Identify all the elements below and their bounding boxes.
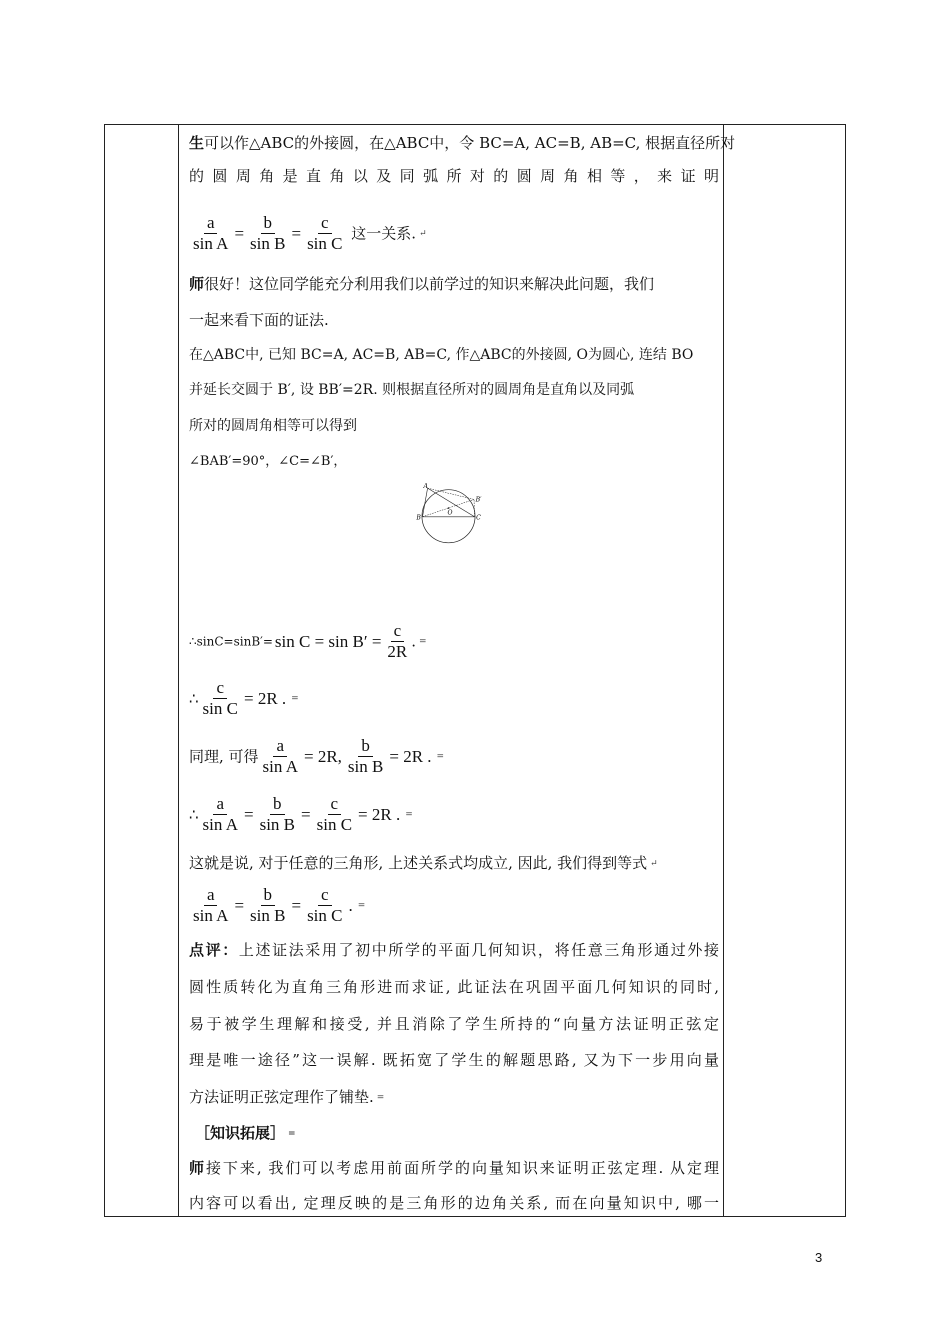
step-all-equal: ∴ $\frac{a}{\text{sin A}}$ = $\frac{b}{\text{sin B}}$ = $\frac{c}{\text{sin C}}$ = 2R . = — [189, 794, 413, 834]
label-B: B — [416, 514, 421, 522]
angle-relations: ∠BAB′=90°，∠C=∠B′， — [189, 454, 347, 469]
comment-line-1 — [189, 940, 719, 960]
student-answer-line2: 的圆周角是直角以及同弧所对的圆周角相等，来证明 — [189, 167, 719, 185]
eq2-den-a: sin A — [193, 906, 229, 925]
step3-mid: = 2R, — [303, 746, 342, 766]
eq1-den-c: sin C — [307, 234, 343, 253]
teacher-line-1b: 一起来看下面的证法. — [189, 311, 329, 329]
proof-line-3: 所对的圆周角相等可以得到 — [189, 418, 357, 434]
teacher-text-2: 接下来, 我们可以考虑用前面所学的向量知识来证明正弦定理. 从定理 — [205, 1159, 719, 1177]
proof-line-2: 并延长交圆于 B′, 设 BB′=2R. 则根据直径所对的圆周角是直角以及同弧 — [189, 382, 635, 398]
label-B-prime: B′ — [475, 496, 482, 504]
speaker-teacher: 师 — [189, 1159, 206, 1177]
eq-mark: = — [288, 1129, 296, 1139]
eq2-num-b: b — [261, 885, 276, 906]
step4-prefix: ∴ — [189, 805, 199, 824]
step1-num: c — [391, 621, 405, 642]
step1-den: 2R — [387, 642, 408, 661]
comment-line-4: 理是唯一途径”这一误解. 既拓宽了学生的解题思路, 又为下一步用向量 — [189, 1051, 719, 1069]
eq2-den-b: sin B — [250, 906, 286, 925]
comment-line-5 — [189, 1087, 384, 1108]
step-similarly — [189, 736, 444, 777]
step4-den-b: sin B — [259, 815, 296, 834]
step1-prefix: ∴sinC=sinB′= — [189, 634, 273, 649]
teacher-line-2b: 内容可以看出, 定理反映的是三角形的边角关系, 而在向量知识中, 哪一 — [189, 1194, 719, 1212]
eq1-den-b: sin B — [250, 234, 286, 253]
eq-mark: = — [291, 693, 299, 704]
lesson-table — [104, 124, 846, 1217]
eq2-den-c: sin C — [307, 906, 343, 925]
student-answer-line — [189, 133, 735, 153]
column-divider-left — [178, 125, 179, 1216]
conclusion-text: 这就是说, 对于任意的三角形, 上述关系式均成立, 因此, 我们得到等式 — [189, 854, 648, 872]
side-AB — [422, 488, 427, 517]
comment-text-5: 方法证明正弦定理作了铺垫. — [189, 1088, 374, 1106]
page-number: 3 — [815, 1250, 823, 1265]
step3-den-b: sin B — [347, 757, 384, 776]
section-title: ［知识拓展］ — [195, 1124, 286, 1142]
step3-num-b: b — [358, 736, 373, 757]
eq2-num-c: c — [318, 885, 332, 906]
eq1-caption: 这一关系. — [351, 224, 417, 243]
eq-mark: = — [357, 900, 366, 911]
student-answer-text: 可以作△ABC的外接圆，在△ABC中，令 BC=A, AC=B, AB=C, 根据直径所对 — [204, 134, 736, 152]
sine-law-equation-2: $\frac{a}{\text{sin A}}$ = $\frac{b}{\text{sin B}}$ = $\frac{c}{\text{sin C}}$ . = — [189, 885, 365, 926]
column-divider-right — [723, 125, 724, 1216]
label-C: C — [476, 514, 481, 522]
step-sinC — [189, 621, 427, 662]
eq-mark: = — [419, 636, 427, 647]
eq1-num-a: a — [204, 213, 218, 234]
comment-text-1: 上述证法采用了初中所学的平面几何知识，将任意三角形通过外接 — [238, 941, 719, 959]
step3-end: = 2R . — [389, 746, 432, 766]
step4-num-b: b — [270, 794, 285, 815]
comment-line-3: 易于被学生理解和接受, 并且消除了学生所持的“向量方法证明正弦定 — [189, 1015, 719, 1033]
teacher-text-1: 很好！这位同学能充分利用我们以前学过的知识来解决此问题，我们 — [204, 275, 655, 293]
step2-end: = 2R . — [243, 688, 287, 708]
eq1-den-a: sin A — [193, 234, 229, 253]
step1-mid: sin C = sin B′ = — [274, 631, 382, 651]
step4-end: = 2R . — [358, 804, 401, 824]
eq2-end: . — [348, 895, 353, 915]
teacher-line-2 — [189, 1158, 719, 1178]
conclusion-line — [189, 853, 658, 874]
step4-num-c: c — [328, 794, 342, 815]
eq1-num-b: b — [261, 213, 276, 234]
step2-num: c — [213, 678, 227, 699]
eq-mark: = — [405, 809, 413, 820]
step1-end: . — [411, 632, 417, 651]
comment-label: 点评： — [189, 941, 239, 959]
eq1-num-c: c — [318, 213, 332, 234]
step3-prefix: 同理, 可得 — [189, 747, 259, 766]
step4-den-a: sin A — [202, 815, 238, 834]
para-mark: ↵ — [650, 859, 658, 869]
step3-den-a: sin A — [262, 757, 298, 776]
step2-den: sin C — [202, 699, 238, 718]
step4-num-a: a — [213, 794, 227, 815]
sine-law-equation-1: $\frac{a}{\text{sin A}}$ = $\frac{b}{\text{sin B}}$ = $\frac{c}{\text{sin C}}$ 这一关系. ↵ — [189, 213, 427, 254]
comment-line-2: 圆性质转化为直角三角形进而求证, 此证法在巩固平面几何知识的同时, — [189, 978, 719, 996]
teacher-line-1 — [189, 274, 654, 294]
eq-mark: = — [376, 1093, 385, 1103]
segment-CB-prime — [474, 499, 475, 516]
center-point — [448, 507, 450, 509]
step4-den-c: sin C — [316, 815, 353, 834]
label-O: O — [447, 509, 453, 517]
section-heading — [195, 1123, 296, 1144]
step2-prefix: ∴ — [189, 689, 199, 708]
eq-mark: = — [436, 751, 445, 762]
speaker-student: 生 — [189, 134, 205, 152]
circumcircle-figure — [383, 480, 513, 600]
speaker-teacher: 师 — [189, 275, 205, 293]
step3-num-a: a — [273, 736, 287, 757]
eq2-num-a: a — [204, 885, 218, 906]
proof-line-1: 在△ABC中, 已知 BC=A, AC=B, AB=C, 作△ABC的外接圆, O为圆心, 连结 BO — [189, 347, 694, 363]
para-mark: ↵ — [419, 228, 427, 239]
step-c-over-sinC — [189, 678, 299, 719]
label-A: A — [423, 483, 428, 491]
